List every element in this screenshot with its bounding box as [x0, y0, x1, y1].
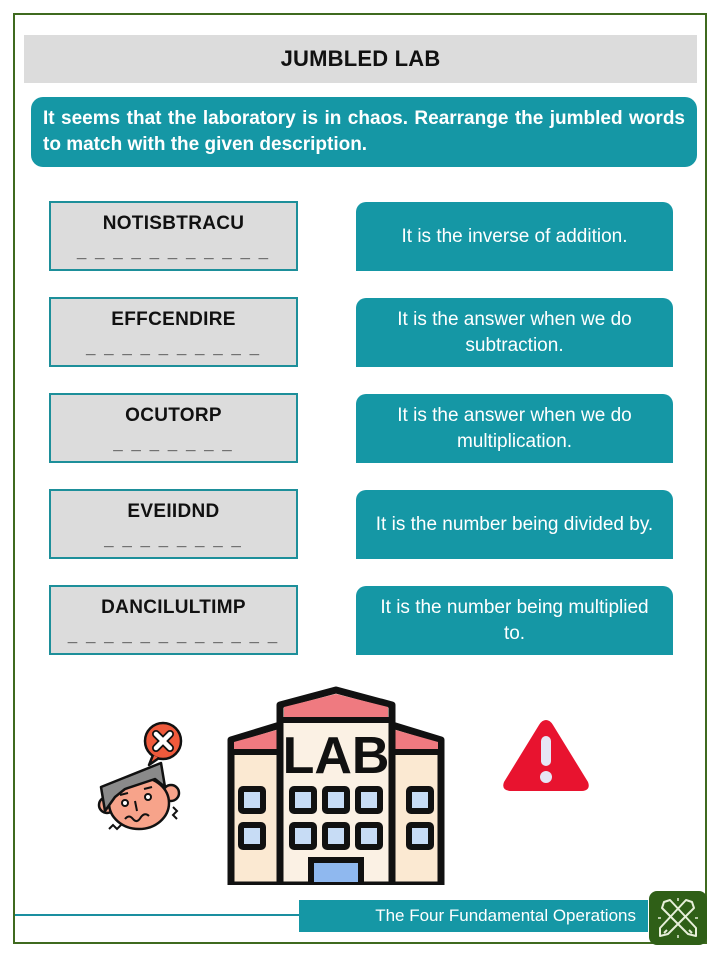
jumbled-word: OCUTORP: [125, 405, 222, 426]
title-bar: [24, 35, 697, 83]
description-text: It is the number being multiplied to.: [380, 596, 649, 644]
description-text: It is the inverse of addition.: [401, 225, 628, 247]
description-box: [356, 394, 673, 463]
description-box: [356, 490, 673, 559]
description-box: [356, 202, 673, 271]
answer-blanks[interactable]: _ _ _ _ _ _ _: [113, 434, 234, 453]
jumbled-word-box[interactable]: [49, 585, 298, 655]
jumbled-word-box[interactable]: [49, 297, 298, 367]
description-text: It is the answer when we do subtraction.: [397, 308, 632, 356]
lab-building-icon: [225, 685, 447, 885]
jumbled-word: DANCILULTIMP: [101, 597, 246, 618]
jumbled-word-box[interactable]: [49, 489, 298, 559]
answer-blanks[interactable]: _ _ _ _ _ _ _ _ _ _: [85, 338, 262, 357]
description-text: It is the number being divided by.: [375, 513, 654, 535]
footer-line: [15, 914, 300, 916]
page-title: JUMBLED LAB: [280, 46, 441, 71]
jumbled-word: NOTISBTRACU: [102, 213, 245, 234]
jumbled-word-box[interactable]: [49, 393, 298, 463]
confused-person-icon: [95, 715, 185, 835]
lab-sign-text: LAB: [282, 727, 390, 785]
jumbled-word: EVEIIDND: [127, 501, 220, 522]
footer-bar: [299, 900, 648, 932]
warning-icon: [500, 716, 592, 794]
description-box: [356, 298, 673, 367]
answer-blanks[interactable]: _ _ _ _ _ _ _ _ _ _ _: [76, 242, 271, 261]
instructions-box: It seems that the laboratory is in chaos. Rearrange the jumbled words to match with the given description.: [31, 97, 697, 167]
answer-blanks[interactable]: _ _ _ _ _ _ _ _ _ _ _ _: [67, 626, 280, 645]
description-box: [356, 586, 673, 655]
jumbled-word-box[interactable]: [49, 201, 298, 271]
description-text: It is the answer when we do multiplication.: [397, 404, 632, 452]
crossed-pencils-icon: [649, 891, 707, 945]
answer-blanks[interactable]: _ _ _ _ _ _ _ _: [104, 530, 243, 549]
jumbled-word: EFFCENDIRE: [111, 309, 236, 330]
footer-topic: The Four Fundamental Operations: [375, 906, 636, 925]
